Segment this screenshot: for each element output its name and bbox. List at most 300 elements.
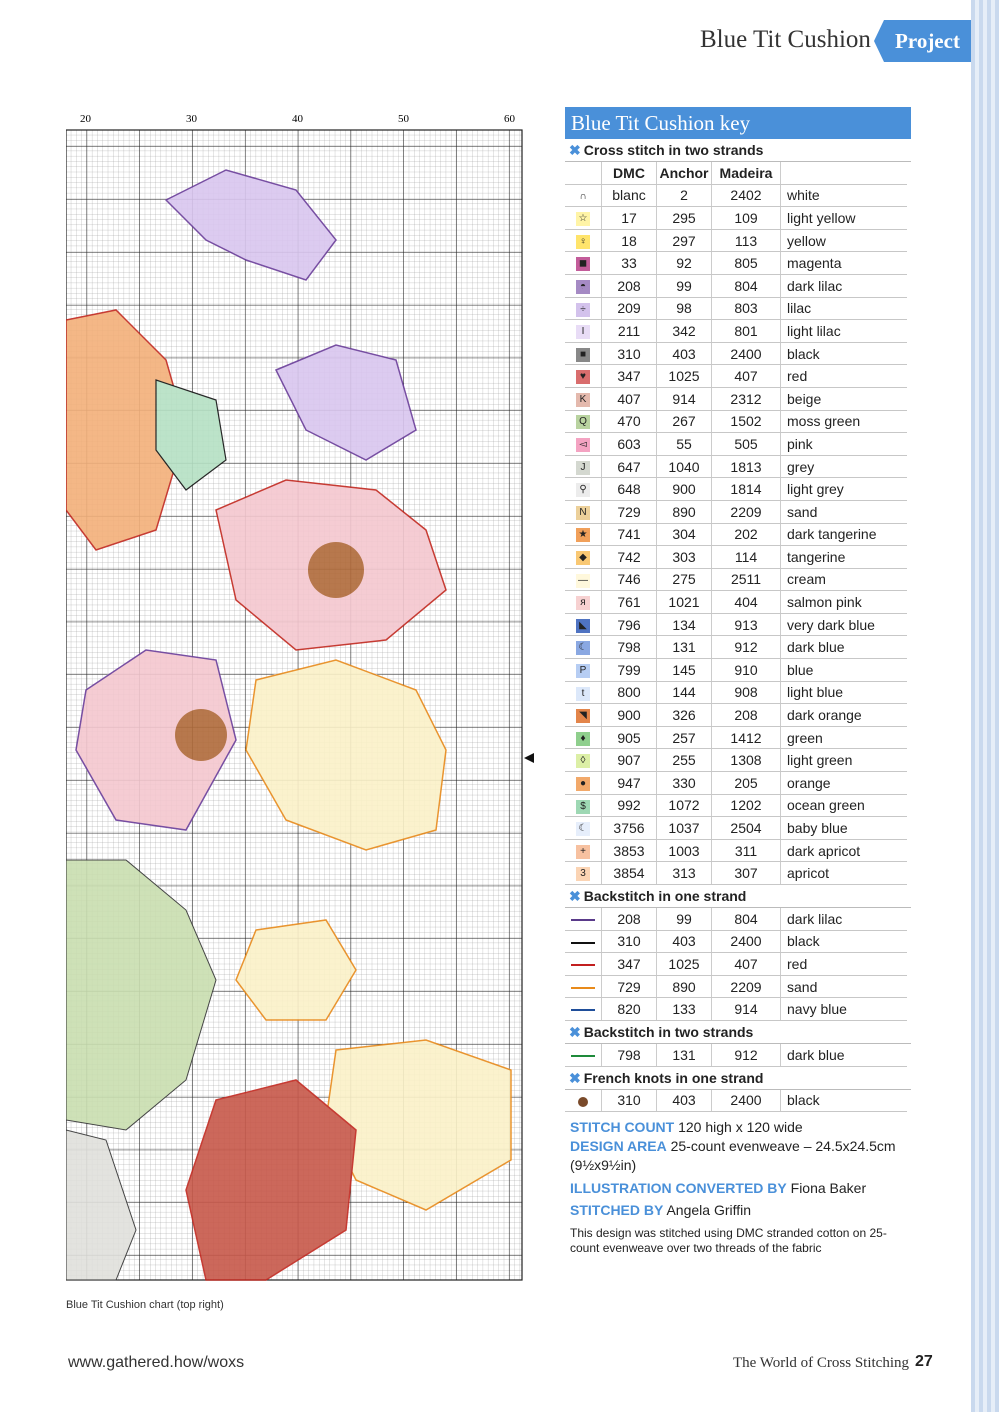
dmc-code: 947 [602, 772, 657, 795]
illustrator: Fiona Baker [790, 1180, 867, 1197]
madeira-code: 910 [712, 659, 781, 682]
colour-name: pink [781, 433, 908, 456]
madeira-code: 114 [712, 546, 781, 569]
anchor-code: 297 [657, 229, 712, 252]
anchor-code: 1072 [657, 794, 712, 817]
symbol-swatch: + [576, 845, 590, 859]
symbol-swatch: ◅ [576, 438, 590, 452]
dmc-code: 742 [602, 546, 657, 569]
chart-key [565, 107, 911, 1256]
symbol-swatch: ♦ [576, 732, 590, 746]
anchor-code: 1003 [657, 839, 712, 862]
colour-name: black [781, 342, 908, 365]
anchor-code: 1025 [657, 953, 712, 976]
dmc-code: 603 [602, 433, 657, 456]
madeira-code: 914 [712, 998, 781, 1021]
madeira-code: 805 [712, 252, 781, 275]
design-info: STITCH COUNT 120 high x 120 wide DESIGN AREA 25-count evenweave – 24.5x24.5cm (9½x9½in) ILLUSTRATION CONVERTED BY Fiona Baker STITCHED BY Angela Griffin This design was stitched using DMC stranded cotton on 25-count evenweave over two threads of the fabric [565, 1118, 911, 1256]
stitch-count: 120 high x 120 wide [678, 1119, 803, 1136]
backstitch-line [571, 942, 595, 944]
thread-symbol [565, 930, 602, 953]
symbol-swatch: я [576, 596, 590, 610]
symbol-swatch: ◼ [576, 257, 590, 271]
thread-symbol [565, 998, 602, 1021]
key-row [565, 1090, 907, 1112]
anchor-code: 131 [657, 1044, 712, 1066]
cross-icon: ✖ [569, 1023, 581, 1040]
dmc-code: 347 [602, 953, 657, 976]
madeira-code: 804 [712, 274, 781, 297]
colour-name: light lilac [781, 320, 908, 343]
axis-label-30: 30 [186, 113, 197, 125]
dmc-code: 310 [602, 930, 657, 953]
colour-name: dark orange [781, 704, 908, 727]
dmc-code: 33 [602, 252, 657, 275]
page-number: 27 [915, 1353, 933, 1370]
symbol-swatch: ♀ [576, 235, 590, 249]
dmc-code: 310 [602, 1090, 657, 1112]
madeira-code: 1308 [712, 749, 781, 772]
colour-name: navy blue [781, 998, 908, 1021]
dmc-code: 470 [602, 410, 657, 433]
key-row [565, 252, 907, 275]
colour-name: dark lilac [781, 274, 908, 297]
dmc-code: 3854 [602, 862, 657, 885]
symbol-swatch: ◥ [576, 709, 590, 723]
madeira-code: 208 [712, 704, 781, 727]
colour-name: yellow [781, 229, 908, 252]
madeira-code: 2209 [712, 975, 781, 998]
key-row [565, 953, 907, 976]
cross-stitch-heading: ✖ Cross stitch in two strands [565, 139, 911, 162]
key-row [565, 613, 907, 636]
thread-symbol [565, 455, 602, 478]
colour-name: dark blue [781, 636, 908, 659]
dmc-code: 3853 [602, 839, 657, 862]
colour-name: black [781, 1090, 908, 1112]
symbol-swatch: K [576, 393, 590, 407]
anchor-code: 275 [657, 568, 712, 591]
thread-symbol [565, 636, 602, 659]
thread-symbol [565, 500, 602, 523]
key-row [565, 274, 907, 297]
dmc-code: 820 [602, 998, 657, 1021]
madeira-code: 307 [712, 862, 781, 885]
dmc-code: blanc [602, 184, 657, 207]
key-row [565, 478, 907, 501]
anchor-code: 267 [657, 410, 712, 433]
madeira-code: 1202 [712, 794, 781, 817]
cross-stitch-chart [66, 110, 536, 1290]
thread-symbol [565, 975, 602, 998]
anchor-code: 144 [657, 681, 712, 704]
dmc-code: 741 [602, 523, 657, 546]
madeira-code: 2400 [712, 930, 781, 953]
dmc-code: 18 [602, 229, 657, 252]
madeira-code: 109 [712, 207, 781, 230]
key-row [565, 500, 907, 523]
symbol-swatch: ◊ [576, 754, 590, 768]
key-row [565, 908, 907, 930]
thread-symbol [565, 410, 602, 433]
symbol-swatch: J [576, 461, 590, 475]
dmc-code: 347 [602, 365, 657, 388]
thread-symbol [565, 613, 602, 636]
colour-name: tangerine [781, 546, 908, 569]
symbol-swatch: N [576, 506, 590, 520]
madeira-code: 2400 [712, 342, 781, 365]
french-knots-heading: ✖ French knots in one strand [565, 1067, 911, 1090]
thread-symbol [565, 342, 602, 365]
dmc-code: 729 [602, 975, 657, 998]
colour-name: blue [781, 659, 908, 682]
symbol-swatch: — [578, 574, 588, 586]
french-knot-dot [578, 1097, 588, 1107]
madeira-code: 2400 [712, 1090, 781, 1112]
thread-symbol [565, 704, 602, 727]
colour-name: light yellow [781, 207, 908, 230]
colour-name: sand [781, 975, 908, 998]
colour-name: very dark blue [781, 613, 908, 636]
stitching-note: This design was stitched using DMC stranded cotton on 25-count evenweave over two threads of the fabric [570, 1226, 887, 1256]
anchor-code: 99 [657, 274, 712, 297]
anchor-code: 403 [657, 930, 712, 953]
anchor-code: 2 [657, 184, 712, 207]
key-row [565, 636, 907, 659]
key-row [565, 523, 907, 546]
colour-name: beige [781, 387, 908, 410]
key-row [565, 862, 907, 885]
colour-name: magenta [781, 252, 908, 275]
symbol-swatch: Q [576, 415, 590, 429]
anchor-code: 403 [657, 1090, 712, 1112]
dmc-code: 407 [602, 387, 657, 410]
thread-symbol [565, 184, 602, 207]
key-row [565, 455, 907, 478]
key-row [565, 839, 907, 862]
colour-name: cream [781, 568, 908, 591]
symbol-swatch: ⚲ [576, 483, 590, 497]
symbol-swatch: ☾ [576, 641, 590, 655]
madeira-code: 205 [712, 772, 781, 795]
key-title: Blue Tit Cushion key [565, 107, 911, 139]
backstitch-line [571, 1009, 595, 1011]
key-row [565, 1044, 907, 1066]
key-row [565, 410, 907, 433]
anchor-code: 890 [657, 500, 712, 523]
anchor-code: 303 [657, 546, 712, 569]
key-row [565, 681, 907, 704]
colour-name: red [781, 953, 908, 976]
madeira-code: 2209 [712, 500, 781, 523]
chart-caption: Blue Tit Cushion chart (top right) [66, 1299, 224, 1311]
madeira-code: 2504 [712, 817, 781, 840]
thread-symbol [565, 523, 602, 546]
backstitch-one-table [565, 908, 907, 1021]
colour-name: light grey [781, 478, 908, 501]
thread-symbol [565, 207, 602, 230]
french-knots-table [565, 1090, 907, 1113]
anchor-code: 255 [657, 749, 712, 772]
thread-symbol [565, 274, 602, 297]
thread-symbol [565, 749, 602, 772]
colour-name: dark tangerine [781, 523, 908, 546]
symbol-swatch: I [576, 325, 590, 339]
anchor-code: 304 [657, 523, 712, 546]
dmc-code: 647 [602, 455, 657, 478]
thread-symbol [565, 297, 602, 320]
dmc-code: 211 [602, 320, 657, 343]
anchor-code: 55 [657, 433, 712, 456]
backstitch-two-table [565, 1044, 907, 1067]
colour-name: green [781, 726, 908, 749]
symbol-swatch: ■ [576, 348, 590, 362]
dmc-code: 648 [602, 478, 657, 501]
anchor-code: 1025 [657, 365, 712, 388]
colour-name: salmon pink [781, 591, 908, 614]
anchor-code: 92 [657, 252, 712, 275]
key-row [565, 365, 907, 388]
key-row [565, 726, 907, 749]
dmc-code: 208 [602, 274, 657, 297]
anchor-code: 313 [657, 862, 712, 885]
dmc-code: 798 [602, 636, 657, 659]
backstitch-one-heading: ✖ Backstitch in one strand [565, 885, 911, 908]
madeira-code: 2312 [712, 387, 781, 410]
madeira-code: 2402 [712, 184, 781, 207]
axis-label-40: 40 [292, 113, 303, 125]
section-tab: Project [884, 20, 971, 62]
thread-symbol [565, 1090, 602, 1112]
colour-name: ocean green [781, 794, 908, 817]
thread-symbol [565, 659, 602, 682]
anchor-code: 133 [657, 998, 712, 1021]
axis-label-60: 60 [504, 113, 515, 125]
thread-symbol [565, 862, 602, 885]
dmc-code: 761 [602, 591, 657, 614]
anchor-code: 1021 [657, 591, 712, 614]
key-row [565, 591, 907, 614]
colour-name: sand [781, 500, 908, 523]
anchor-code: 330 [657, 772, 712, 795]
key-row [565, 433, 907, 456]
thread-symbol [565, 772, 602, 795]
key-row [565, 229, 907, 252]
axis-label-50: 50 [398, 113, 409, 125]
madeira-code: 908 [712, 681, 781, 704]
key-row [565, 998, 907, 1021]
thread-symbol [565, 839, 602, 862]
madeira-code: 912 [712, 1044, 781, 1066]
key-row [565, 387, 907, 410]
madeira-code: 804 [712, 908, 781, 930]
symbol-swatch: ☆ [576, 212, 590, 226]
thread-symbol [565, 478, 602, 501]
key-row [565, 342, 907, 365]
thread-symbol [565, 252, 602, 275]
symbol-swatch: ÷ [576, 303, 590, 317]
dmc-code: 907 [602, 749, 657, 772]
anchor-code: 131 [657, 636, 712, 659]
dmc-code: 209 [602, 297, 657, 320]
backstitch-line [571, 964, 595, 966]
table-header-row [565, 162, 907, 184]
symbol-swatch: ★ [576, 528, 590, 542]
anchor-code: 914 [657, 387, 712, 410]
madeira-code: 407 [712, 365, 781, 388]
symbol-swatch: ◣ [576, 619, 590, 633]
colour-name: dark blue [781, 1044, 908, 1066]
thread-symbol [565, 387, 602, 410]
madeira-code: 404 [712, 591, 781, 614]
key-row [565, 704, 907, 727]
backstitch-line [571, 919, 595, 921]
colour-name: orange [781, 772, 908, 795]
key-row [565, 568, 907, 591]
dmc-code: 746 [602, 568, 657, 591]
key-row [565, 546, 907, 569]
dmc-code: 905 [602, 726, 657, 749]
colour-name: lilac [781, 297, 908, 320]
anchor-code: 257 [657, 726, 712, 749]
madeira-code: 2511 [712, 568, 781, 591]
backstitch-line [571, 987, 595, 989]
colour-name: light blue [781, 681, 908, 704]
colour-name: dark apricot [781, 839, 908, 862]
madeira-code: 202 [712, 523, 781, 546]
anchor-code: 98 [657, 297, 712, 320]
design-area: 25-count evenweave – 24.5x24.5cm (9½x9½in) [570, 1138, 896, 1174]
thread-symbol [565, 794, 602, 817]
symbol-swatch: P [576, 664, 590, 678]
dmc-code: 796 [602, 613, 657, 636]
cross-icon: ✖ [569, 888, 581, 904]
footer-magazine: The World of Cross Stitching [733, 1355, 910, 1371]
col-dmc: DMC [602, 162, 657, 184]
dmc-code: 17 [602, 207, 657, 230]
colour-name: grey [781, 455, 908, 478]
key-row [565, 794, 907, 817]
anchor-code: 900 [657, 478, 712, 501]
dmc-code: 799 [602, 659, 657, 682]
key-row [565, 772, 907, 795]
symbol-swatch: ∩ [576, 190, 590, 204]
thread-symbol [565, 681, 602, 704]
key-row [565, 184, 907, 207]
madeira-code: 1814 [712, 478, 781, 501]
madeira-code: 407 [712, 953, 781, 976]
madeira-code: 1412 [712, 726, 781, 749]
symbol-swatch: t [576, 687, 590, 701]
dmc-code: 900 [602, 704, 657, 727]
symbol-swatch: ● [576, 777, 590, 791]
key-row [565, 975, 907, 998]
madeira-code: 505 [712, 433, 781, 456]
backstitch-line [571, 1055, 595, 1057]
anchor-code: 342 [657, 320, 712, 343]
thread-symbol [565, 546, 602, 569]
key-row [565, 320, 907, 343]
anchor-code: 295 [657, 207, 712, 230]
colour-name: apricot [781, 862, 908, 885]
madeira-code: 913 [712, 613, 781, 636]
dmc-code: 310 [602, 342, 657, 365]
madeira-code: 113 [712, 229, 781, 252]
dmc-code: 208 [602, 908, 657, 930]
thread-symbol [565, 433, 602, 456]
dmc-code: 992 [602, 794, 657, 817]
thread-symbol [565, 365, 602, 388]
colour-name: baby blue [781, 817, 908, 840]
col-anchor: Anchor [657, 162, 712, 184]
stitcher: Angela Griffin [666, 1202, 752, 1219]
colour-name: moss green [781, 410, 908, 433]
thread-symbol [565, 591, 602, 614]
colour-name: white [781, 184, 908, 207]
thread-symbol [565, 726, 602, 749]
cross-stitch-table [565, 162, 907, 885]
anchor-code: 1040 [657, 455, 712, 478]
key-row [565, 930, 907, 953]
cross-icon: ✖ [569, 1069, 581, 1086]
anchor-code: 1037 [657, 817, 712, 840]
anchor-code: 145 [657, 659, 712, 682]
thread-symbol [565, 568, 602, 591]
madeira-code: 311 [712, 839, 781, 862]
madeira-code: 803 [712, 297, 781, 320]
madeira-code: 912 [712, 636, 781, 659]
symbol-swatch: 3 [576, 867, 590, 881]
thread-symbol [565, 908, 602, 930]
colour-name: black [781, 930, 908, 953]
colour-name: red [781, 365, 908, 388]
madeira-code: 1813 [712, 455, 781, 478]
key-row [565, 749, 907, 772]
key-row [565, 817, 907, 840]
dmc-code: 3756 [602, 817, 657, 840]
thread-symbol [565, 817, 602, 840]
cross-icon: ✖ [569, 142, 581, 158]
dmc-code: 729 [602, 500, 657, 523]
symbol-swatch: ◓ [576, 280, 590, 294]
key-row [565, 207, 907, 230]
thread-symbol [565, 953, 602, 976]
backstitch-two-heading: ✖ Backstitch in two strands [565, 1021, 911, 1044]
anchor-code: 99 [657, 908, 712, 930]
colour-name: light green [781, 749, 908, 772]
page-header-title: Blue Tit Cushion [700, 26, 871, 53]
madeira-code: 1502 [712, 410, 781, 433]
key-row [565, 659, 907, 682]
thread-symbol [565, 229, 602, 252]
colour-name: dark lilac [781, 908, 908, 930]
anchor-code: 134 [657, 613, 712, 636]
dmc-code: 798 [602, 1044, 657, 1066]
footer-url[interactable]: www.gathered.how/woxs [68, 1354, 245, 1371]
page-edge-stripe [971, 0, 999, 1412]
anchor-code: 890 [657, 975, 712, 998]
symbol-swatch: ♥ [576, 370, 590, 384]
dmc-code: 800 [602, 681, 657, 704]
thread-symbol [565, 320, 602, 343]
col-madeira: Madeira [712, 162, 781, 184]
axis-label-20: 20 [80, 113, 91, 125]
madeira-code: 801 [712, 320, 781, 343]
symbol-swatch: ◆ [576, 551, 590, 565]
anchor-code: 403 [657, 342, 712, 365]
anchor-code: 326 [657, 704, 712, 727]
symbol-swatch: $ [576, 800, 590, 814]
